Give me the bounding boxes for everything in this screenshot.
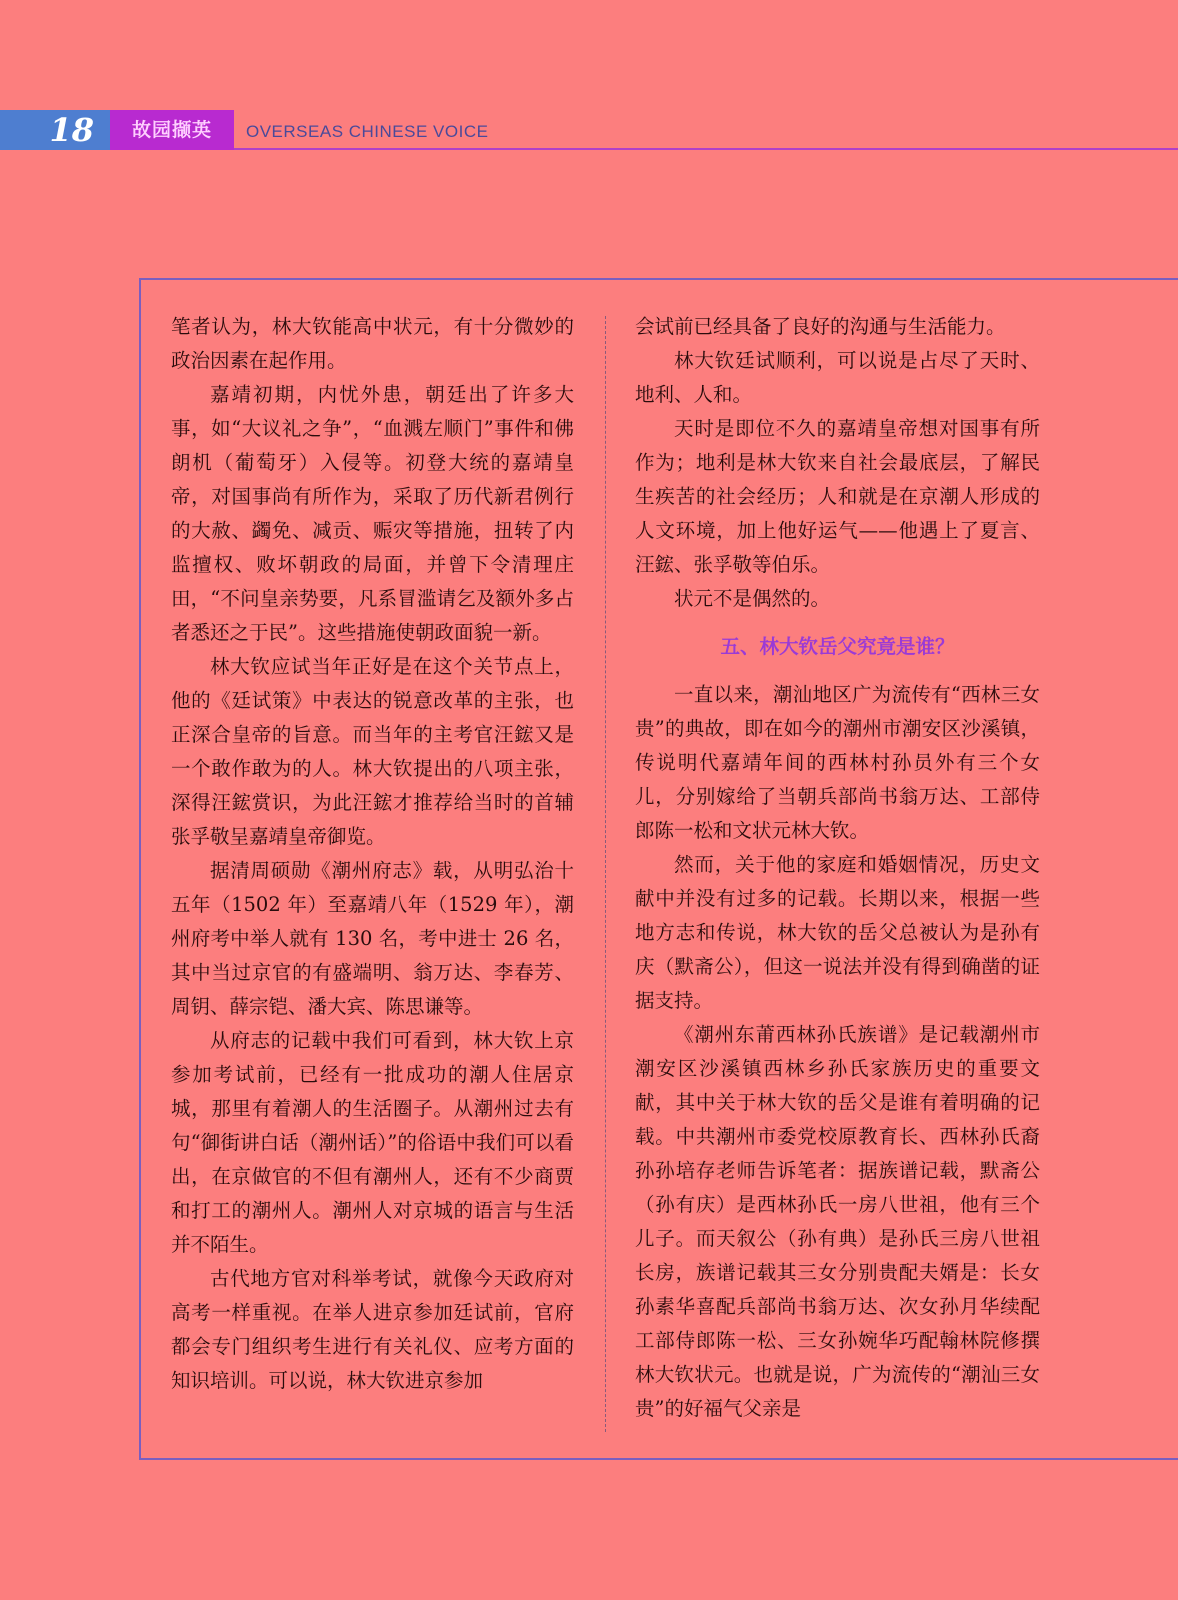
page-number: 18 [0, 110, 110, 150]
header-rule [234, 148, 1178, 150]
article-column-left [171, 310, 574, 1398]
paragraph: 林大钦廷试顺利，可以说是占尽了天时、地利、人和。 [635, 349, 1040, 406]
paragraph: 《潮州东莆西林孙氏族谱》是记载潮州市潮安区沙溪镇西林乡孙氏家族历史的重要文献，其中关于林大钦的岳父是谁有着明确的记载。中共潮州市委党校原教育长、西林孙氏裔孙孙培存老师告诉笔者：据族谱记载，默斋公（孙有庆）是西林孙氏一房八世祖，他有三个儿子。而天叙公（孙有典）是孙氏三房八世祖长房，族谱记载其三女分别贵配夫婿是：长女孙素华喜配兵部尚书翁万达、次女孙月华续配工部侍郎陈一松、三女孙婉华巧配翰林院修撰林大钦状元。也就是说，广为流传的“潮汕三女贵”的好福气父亲是 [635, 1023, 1040, 1420]
paragraph: 从府志的记载中我们可看到，林大钦上京参加考试前，已经有一批成功的潮人住居京城，那里有着潮人的生活圈子。从潮州过去有句“御街讲白话（潮州话）”的俗语中我们可以看出，在京做官的不但有潮州人，还有不少商贾和打工的潮州人。潮州人对京城的语言与生活并不陌生。 [171, 1029, 574, 1256]
section-title: 故园撷英 [110, 110, 234, 150]
paragraph: 然而，关于他的家庭和婚姻情况，历史文献中并没有过多的记载。长期以来，根据一些地方志和传说，林大钦的岳父总被认为是孙有庆（默斋公），但这一说法并没有得到确凿的证据支持。 [635, 853, 1040, 1012]
paragraph: 天时是即位不久的嘉靖皇帝想对国事有所作为；地利是林大钦来自社会最底层，了解民生疾苦的社会经历；人和就是在京潮人形成的人文环境，加上他好运气——他遇上了夏言、汪鋐、张孚敬等伯乐。 [635, 417, 1040, 576]
paragraph: 嘉靖初期，内忧外患，朝廷出了许多大事，如“大议礼之争”，“血溅左顺门”事件和佛朗机（葡萄牙）入侵等。初登大统的嘉靖皇帝，对国事尚有所作为，采取了历代新君例行的大赦、蠲免、减贡、赈灾等措施，扭转了内监擅权、败坏朝政的局面，并曾下令清理庄田，“不问皇亲势要，凡系冒滥请乞及额外多占者悉还之于民”。这些措施使朝政面貌一新。 [171, 383, 574, 644]
section-heading: 五、林大钦岳父究竟是谁？ [720, 635, 955, 658]
magazine-name: OVERSEAS CHINESE VOICE [246, 122, 489, 141]
paragraph: 会试前已经具备了良好的沟通与生活能力。 [635, 315, 1006, 338]
paragraph: 古代地方官对科举考试，就像今天政府对高考一样重视。在举人进京参加廷试前，官府都会专门组织考生进行有关礼仪、应考方面的知识培训。可以说，林大钦进京参加 [171, 1267, 574, 1392]
paragraph: 一直以来，潮汕地区广为流传有“西林三女贵”的典故，即在如今的潮州市潮安区沙溪镇，传说明代嘉靖年间的西林村孙员外有三个女儿，分别嫁给了当朝兵部尚书翁万达、工部侍郎陈一松和文状元林大钦。 [635, 683, 1040, 842]
page-header [0, 110, 1178, 152]
paragraph: 据清周硕勋《潮州府志》载，从明弘治十五年（1502 年）至嘉靖八年（1529 年），潮州府考中举人就有 130 名，考中进士 26 名，其中当过京官的有盛端明、翁万达、李春芳、周钥、薛宗铠、潘大宾、陈思谦等。 [171, 859, 574, 1018]
paragraph: 状元不是偶然的。 [674, 587, 831, 610]
paragraph: 笔者认为，林大钦能高中状元，有十分微妙的政治因素在起作用。 [171, 315, 574, 372]
column-divider [605, 316, 606, 1432]
article-column-right [635, 310, 1040, 1426]
paragraph: 林大钦应试当年正好是在这个关节点上，他的《廷试策》中表达的锐意改革的主张，也正深合皇帝的旨意。而当年的主考官汪鋐又是一个敢作敢为的人。林大钦提出的八项主张，深得汪鋐赏识，为此汪鋐才推荐给当时的首辅张孚敬呈嘉靖皇帝御览。 [171, 655, 574, 848]
